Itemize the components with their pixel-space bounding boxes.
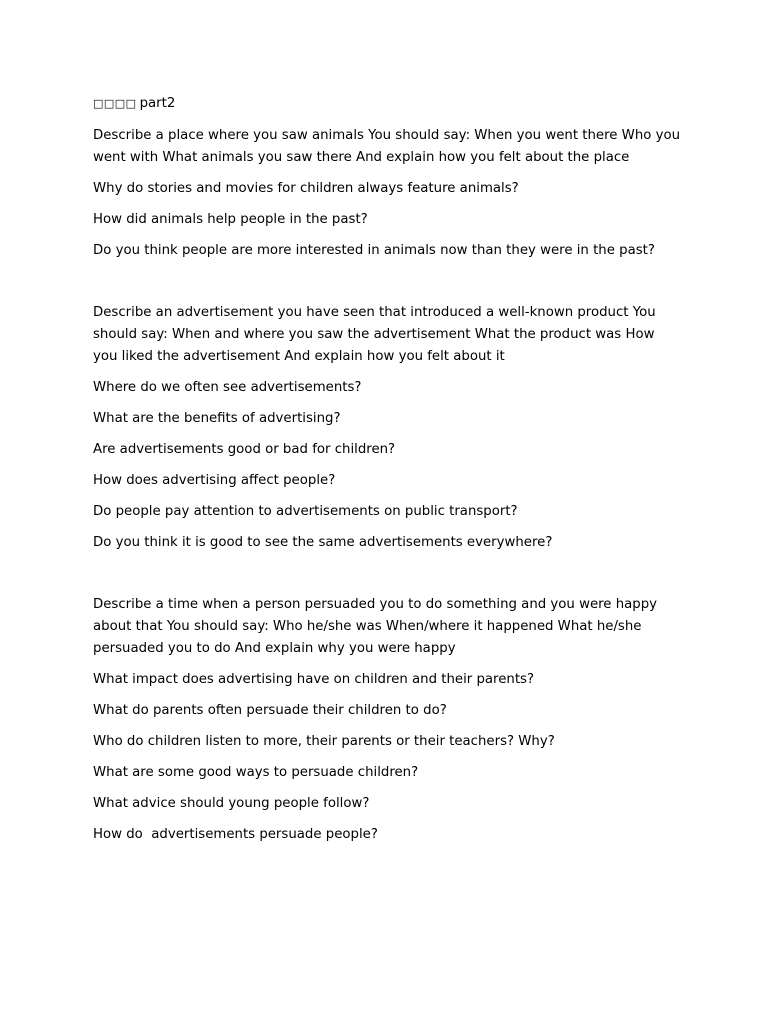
question-paragraph: Do you think people are more interested in animals now than they were in the past? [93,243,655,258]
question-paragraph: What impact does advertising have on children and their parents? [93,672,535,687]
question-paragraph: Do people pay attention to advertisements on public transport? [93,504,518,519]
heading-missing-glyphs: □□□□ [93,97,137,110]
question-paragraph: What are the benefits of advertising? [93,411,341,426]
question-paragraph: Do you think it is good to see the same advertisements everywhere? [93,535,553,550]
question-paragraph: Who do children listen to more, their parents or their teachers? Why? [93,734,555,749]
section-advertisement [93,302,683,554]
section-animals [93,125,683,262]
heading-text: part2 [139,96,176,111]
question-paragraph: What do parents often persuade their children to do? [93,703,447,718]
topic-paragraph: Describe a place where you saw animals You should say: When you went there Who you went with What animals you saw there And explain how you felt about the place [93,128,681,165]
question-paragraph: What advice should young people follow? [93,796,370,811]
document-heading [93,94,683,114]
section-persuasion [93,594,683,846]
question-paragraph: How does advertising affect people? [93,473,336,488]
question-paragraph: How did animals help people in the past? [93,212,368,227]
question-paragraph: Why do stories and movies for children always feature animals? [93,181,519,196]
question-paragraph: How do advertisements persuade people? [93,827,378,842]
question-paragraph: Where do we often see advertisements? [93,380,362,395]
section-spacer [93,271,683,302]
question-paragraph: What are some good ways to persuade children? [93,765,419,780]
section-spacer [93,563,683,594]
question-paragraph: Are advertisements good or bad for children? [93,442,396,457]
document-page [93,94,683,855]
topic-paragraph: Describe an advertisement you have seen that introduced a well-known product You should say: When and where you saw the advertisement What the product was How you liked the advertisement And explain how you felt about it [93,305,656,364]
topic-paragraph: Describe a time when a person persuaded you to do something and you were happy about that You should say: Who he/she was When/where it happened What he/she persuaded you to do And explain why you were happy [93,597,658,656]
